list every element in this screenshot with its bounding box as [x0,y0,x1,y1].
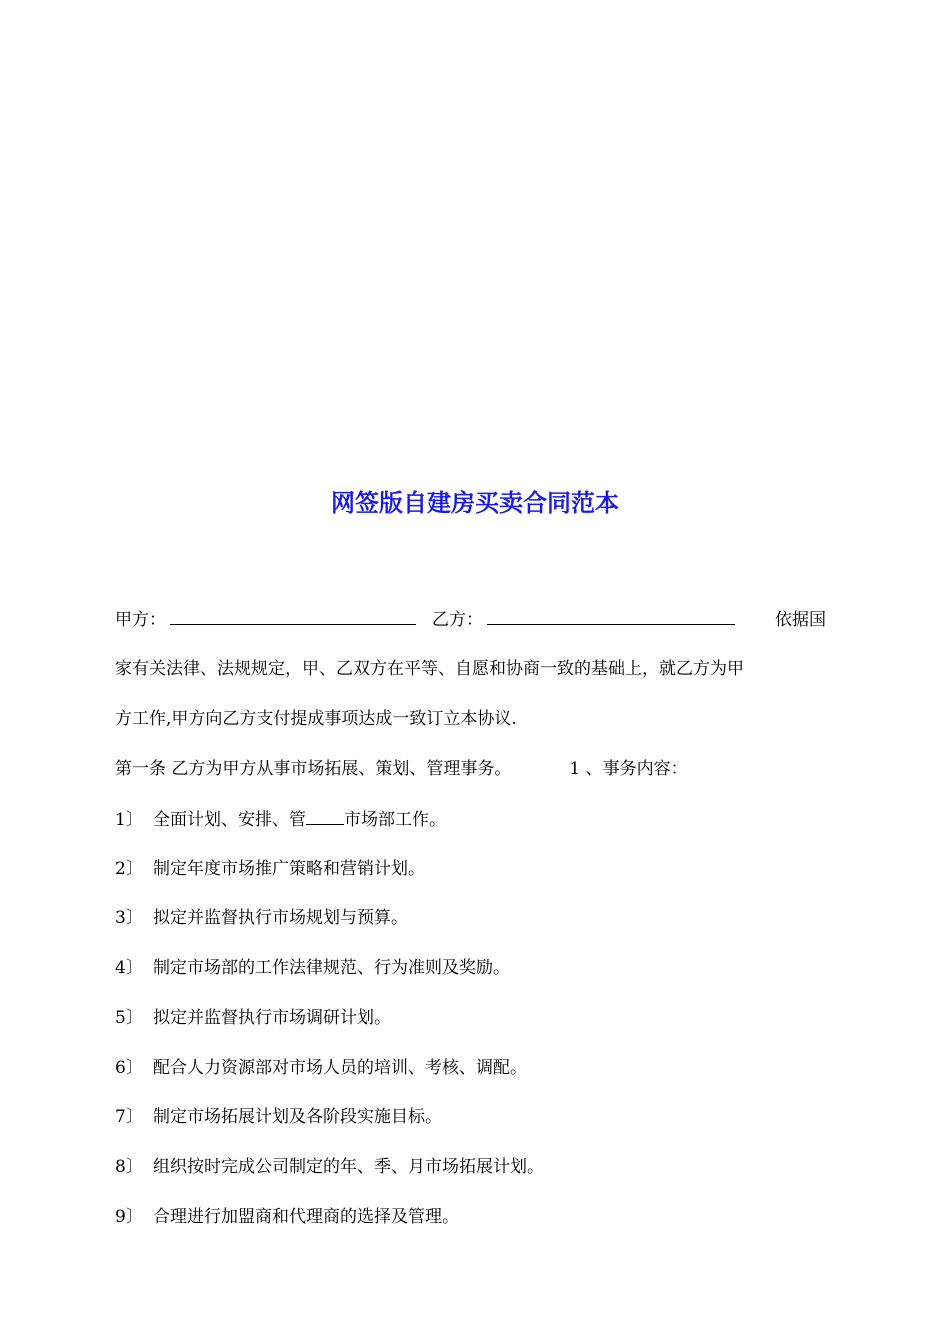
list-item-number: 4〕 [115,958,143,978]
list-item-number: 1〕 [115,810,143,830]
list-item [115,955,510,981]
article-1-line [115,756,688,782]
intro-line-3: 方工作,甲方向乙方支付提成事项达成一致订立本协议. [115,709,517,729]
list-item [115,1154,544,1180]
list-item-text: 制定市场拓展计划及各阶段实施目标。 [153,1107,442,1127]
list-item-text: 配合人力资源部对市场人员的培训、考核、调配。 [153,1058,527,1078]
article-1: 第一条 乙方为甲方从事市场拓展、策划、管理事务。 [115,759,512,779]
list-item-number: 3〕 [115,908,143,928]
intro-line-2: 家有关法律、法规规定，甲、乙双方在平等、自愿和协商一致的基础上，就乙方为甲 [115,659,744,679]
list-item-text: 制定市场部的工作法律规范、行为准则及奖励。 [153,958,510,978]
list-item-text: 组织按时完成公司制定的年、季、月市场拓展计划。 [153,1157,544,1177]
list-item-text-after: 市场部工作。 [344,810,446,830]
list-item-text: 拟定并监督执行市场调研计划。 [153,1008,391,1028]
list-item-number: 7〕 [115,1107,143,1127]
list-item [115,905,408,931]
list-item-text: 制定年度市场推广策略和营销计划。 [153,859,425,879]
document-title: 网签版自建房买卖合同范本 [331,489,619,517]
list-item [115,1104,442,1130]
list-item-blank[interactable] [306,806,344,825]
list-item-number: 5〕 [115,1008,143,1028]
list-item [115,1005,391,1031]
party-a-blank[interactable] [170,606,416,625]
list-item-text: 全面计划、安排、管 [153,810,306,830]
party-b-blank[interactable] [487,606,735,625]
party-b-label: 乙方： [432,610,483,630]
list-item [115,1204,459,1230]
list-item [115,1055,527,1081]
section-1-heading: 1 、事务内容： [569,759,688,779]
list-item-text: 合理进行加盟商和代理商的选择及管理。 [153,1207,459,1227]
list-item [115,806,446,833]
list-item-number: 9〕 [115,1207,143,1227]
list-item-text: 拟定并监督执行市场规划与预算。 [153,908,408,928]
list-item-number: 8〕 [115,1157,143,1177]
intro-start: 依据国 [775,610,826,630]
list-item-number: 2〕 [115,859,143,879]
party-a-label: 甲方： [115,610,166,630]
list-item [115,856,425,882]
party-line [115,606,826,633]
list-item-number: 6〕 [115,1058,143,1078]
